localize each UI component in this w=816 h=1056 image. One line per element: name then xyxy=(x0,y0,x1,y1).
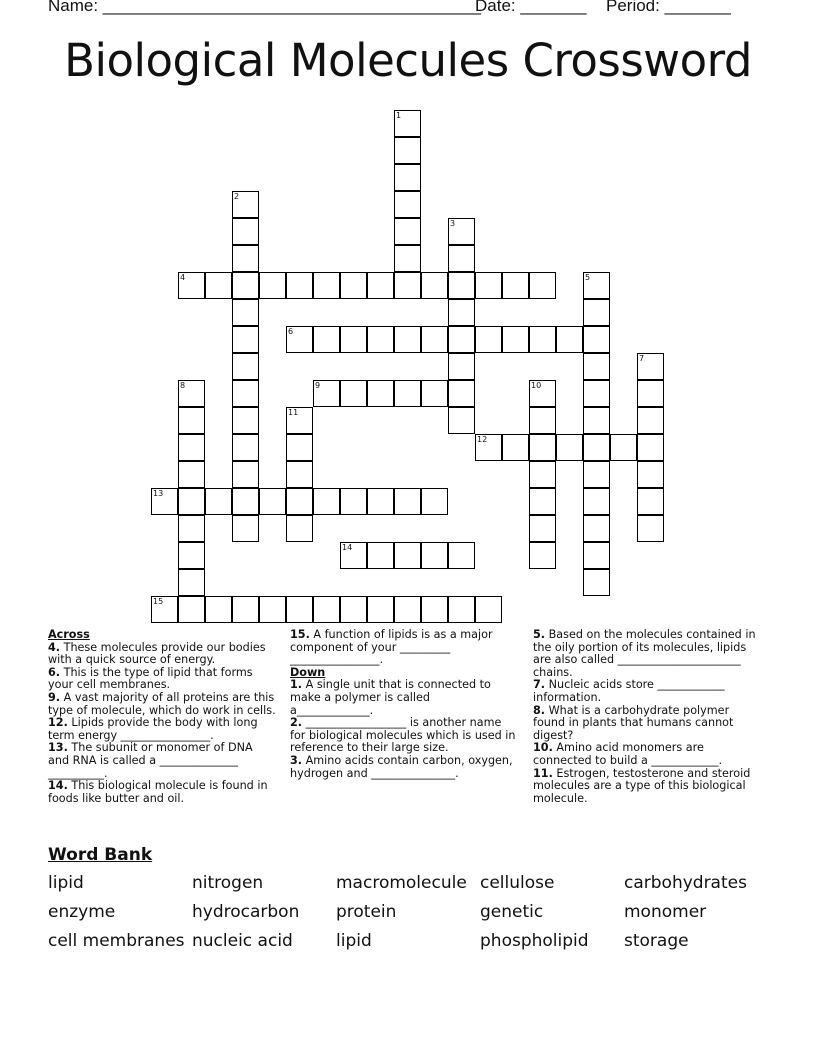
word-bank-item: enzyme xyxy=(48,902,116,922)
grid-cell[interactable] xyxy=(610,434,637,461)
grid-cell[interactable] xyxy=(448,299,475,326)
word-bank-item: macromolecule xyxy=(336,873,467,893)
word-bank-item: hydrocarbon xyxy=(192,902,300,922)
word-bank-item: nitrogen xyxy=(192,873,264,893)
grid-cell[interactable] xyxy=(637,380,664,407)
grid-cell[interactable] xyxy=(448,380,475,407)
word-bank-item: phospholipid xyxy=(480,931,589,951)
grid-cell[interactable] xyxy=(583,353,610,380)
grid-cell[interactable] xyxy=(286,434,313,461)
grid-cell[interactable] xyxy=(583,461,610,488)
grid-cell[interactable] xyxy=(394,380,421,407)
clue-across-9: 9. A vast majority of all proteins are this type of molecule, which do work in cells. xyxy=(48,690,276,717)
grid-cell[interactable] xyxy=(259,272,286,299)
grid-cell[interactable] xyxy=(232,245,259,272)
grid-cell[interactable] xyxy=(421,542,448,569)
word-bank-item: cell membranes xyxy=(48,931,185,951)
clue-number: 2 xyxy=(234,192,240,201)
grid-cell[interactable] xyxy=(637,434,664,461)
grid-cell[interactable] xyxy=(421,380,448,407)
grid-cell[interactable] xyxy=(448,326,475,353)
grid-cell[interactable] xyxy=(367,596,394,623)
clue-down-2: 2. __________________ is another name for biological molecules which is used in reference to their large size. xyxy=(290,716,516,755)
grid-cell[interactable] xyxy=(502,434,529,461)
grid-cell[interactable] xyxy=(502,272,529,299)
clue-down-1: 1. A single unit that is connected to make a polymer is called a_____________. xyxy=(290,678,491,717)
grid-cell[interactable] xyxy=(178,569,205,596)
grid-cell[interactable] xyxy=(178,461,205,488)
grid-cell[interactable] xyxy=(421,488,448,515)
grid-cell[interactable] xyxy=(232,461,259,488)
grid-cell[interactable] xyxy=(232,380,259,407)
clue-across-12: 12. Lipids provide the body with long term energy ________________. xyxy=(48,716,258,742)
word-bank-item: lipid xyxy=(48,873,84,893)
page-title: Biological Molecules Crossword xyxy=(64,34,752,87)
grid-cell[interactable] xyxy=(583,488,610,515)
grid-cell[interactable] xyxy=(286,272,313,299)
grid-cell[interactable] xyxy=(394,596,421,623)
grid-cell[interactable] xyxy=(178,407,205,434)
word-bank-item: genetic xyxy=(480,902,544,922)
grid-cell[interactable] xyxy=(448,596,475,623)
clue-down-5: 5. Based on the molecules contained in the oily portion of its molecules, lipids are also called ______________________ chains. xyxy=(533,628,756,679)
grid-cell[interactable] xyxy=(529,461,556,488)
grid-cell[interactable] xyxy=(232,407,259,434)
clue-down-10: 10. Amino acid monomers are connected to build a ____________. xyxy=(533,741,723,767)
grid-cell[interactable] xyxy=(340,596,367,623)
grid-cell[interactable] xyxy=(232,218,259,245)
clue-number: 4 xyxy=(180,273,186,282)
grid-cell[interactable] xyxy=(583,299,610,326)
grid-cell[interactable] xyxy=(529,488,556,515)
clue-down-8: 8. What is a carbohydrate polymer found in plants that humans cannot digest? xyxy=(533,703,734,742)
grid-cell[interactable] xyxy=(529,407,556,434)
grid-cell[interactable] xyxy=(529,434,556,461)
clue-number: 1 xyxy=(396,111,402,120)
grid-cell[interactable] xyxy=(232,272,259,299)
grid-cell[interactable] xyxy=(178,488,205,515)
clue-number: 15 xyxy=(153,597,164,606)
grid-cell[interactable] xyxy=(529,272,556,299)
grid-cell[interactable] xyxy=(583,542,610,569)
grid-cell[interactable] xyxy=(232,353,259,380)
grid-cell[interactable] xyxy=(421,272,448,299)
grid-cell[interactable] xyxy=(556,434,583,461)
grid-cell[interactable] xyxy=(583,569,610,596)
clue-number: 14 xyxy=(342,543,353,552)
clue-down-11: 11. Estrogen, testosterone and steroid molecules are a type of this biological molecule. xyxy=(533,766,751,805)
grid-cell[interactable] xyxy=(448,272,475,299)
clue-number: 9 xyxy=(315,381,321,390)
grid-cell[interactable] xyxy=(367,380,394,407)
word-bank-item: storage xyxy=(624,931,689,951)
grid-cell[interactable] xyxy=(421,596,448,623)
grid-cell[interactable] xyxy=(313,488,340,515)
grid-cell[interactable] xyxy=(637,488,664,515)
grid-cell[interactable] xyxy=(448,245,475,272)
grid-cell[interactable] xyxy=(232,326,259,353)
clues-column-2 xyxy=(290,629,516,780)
name-field[interactable]: Name: ________________________________________ xyxy=(48,0,481,15)
word-bank-item: monomer xyxy=(624,902,707,922)
clue-across-4: 4. These molecules provide our bodies with a quick source of energy. xyxy=(48,640,266,667)
grid-cell[interactable] xyxy=(637,515,664,542)
grid-cell[interactable] xyxy=(394,218,421,245)
grid-cell[interactable] xyxy=(313,272,340,299)
grid-cell[interactable] xyxy=(232,299,259,326)
grid-cell[interactable] xyxy=(340,326,367,353)
grid-cell[interactable] xyxy=(394,272,421,299)
grid-cell[interactable] xyxy=(583,326,610,353)
clues-column-1 xyxy=(48,629,276,805)
grid-cell[interactable] xyxy=(448,542,475,569)
grid-cell[interactable] xyxy=(583,515,610,542)
grid-cell[interactable] xyxy=(259,488,286,515)
clue-number: 5 xyxy=(585,273,591,282)
grid-cell[interactable] xyxy=(205,272,232,299)
period-field[interactable]: Period: _______ xyxy=(606,0,731,15)
grid-cell[interactable] xyxy=(340,488,367,515)
grid-cell[interactable] xyxy=(232,596,259,623)
grid-cell[interactable] xyxy=(178,434,205,461)
grid-cell[interactable] xyxy=(178,542,205,569)
clue-across-15: 15. A function of lipids is as a major component of your _________ ________________. xyxy=(290,628,493,667)
grid-cell[interactable] xyxy=(529,326,556,353)
grid-cell[interactable] xyxy=(178,596,205,623)
grid-cell[interactable] xyxy=(205,596,232,623)
grid-cell[interactable] xyxy=(475,596,502,623)
down-heading: Down xyxy=(290,665,326,679)
grid-cell[interactable] xyxy=(583,380,610,407)
grid-cell[interactable] xyxy=(286,461,313,488)
clue-number: 3 xyxy=(450,219,456,228)
clue-number: 8 xyxy=(180,381,186,390)
clue-number: 6 xyxy=(288,327,294,336)
grid-cell[interactable] xyxy=(529,542,556,569)
grid-cell[interactable] xyxy=(340,272,367,299)
grid-cell[interactable] xyxy=(232,488,259,515)
grid-cell[interactable] xyxy=(394,137,421,164)
grid-cell[interactable] xyxy=(286,596,313,623)
clue-across-13: 13. The subunit or monomer of DNA and RNA is called a ______________ __________. xyxy=(48,741,253,780)
word-bank-item: protein xyxy=(336,902,397,922)
grid-cell[interactable] xyxy=(421,326,448,353)
clue-number: 7 xyxy=(639,354,645,363)
date-field[interactable]: Date: _______ xyxy=(475,0,587,15)
clue-down-7: 7. Nucleic acids store ____________ information. xyxy=(533,678,725,704)
grid-cell[interactable] xyxy=(313,596,340,623)
grid-cell[interactable] xyxy=(340,380,367,407)
grid-cell[interactable] xyxy=(259,596,286,623)
grid-cell[interactable] xyxy=(637,407,664,434)
grid-cell[interactable] xyxy=(394,542,421,569)
word-bank-item: carbohydrates xyxy=(624,873,747,893)
grid-cell[interactable] xyxy=(556,326,583,353)
grid-cell[interactable] xyxy=(367,488,394,515)
word-bank-item: lipid xyxy=(336,931,372,951)
grid-cell[interactable] xyxy=(232,515,259,542)
word-bank-item: nucleic acid xyxy=(192,931,293,951)
clues-column-3 xyxy=(533,629,759,805)
grid-cell[interactable] xyxy=(232,434,259,461)
word-bank-title: Word Bank xyxy=(48,845,153,865)
grid-cell[interactable] xyxy=(475,326,502,353)
clue-number: 10 xyxy=(531,381,542,390)
grid-cell[interactable] xyxy=(394,326,421,353)
grid-cell[interactable] xyxy=(394,191,421,218)
grid-cell[interactable] xyxy=(448,407,475,434)
word-bank-item: cellulose xyxy=(480,873,555,893)
grid-cell[interactable] xyxy=(583,434,610,461)
grid-cell[interactable] xyxy=(367,542,394,569)
grid-cell[interactable] xyxy=(502,326,529,353)
grid-cell[interactable] xyxy=(394,164,421,191)
grid-cell[interactable] xyxy=(286,488,313,515)
clue-number: 12 xyxy=(477,435,488,444)
clue-number: 13 xyxy=(153,489,164,498)
grid-cell[interactable] xyxy=(448,353,475,380)
grid-cell[interactable] xyxy=(394,245,421,272)
grid-cell[interactable] xyxy=(367,326,394,353)
across-heading: Across xyxy=(48,628,90,641)
grid-cell[interactable] xyxy=(637,461,664,488)
grid-cell[interactable] xyxy=(205,488,232,515)
clue-across-14: 14. This biological molecule is found in foods like butter and oil. xyxy=(48,779,268,805)
clue-number: 11 xyxy=(288,408,299,417)
grid-cell[interactable] xyxy=(529,515,556,542)
grid-cell[interactable] xyxy=(313,326,340,353)
grid-cell[interactable] xyxy=(178,515,205,542)
clue-down-3: 3. Amino acids contain carbon, oxygen, hydrogen and _______________. xyxy=(290,753,513,780)
grid-cell[interactable] xyxy=(367,272,394,299)
grid-cell[interactable] xyxy=(394,488,421,515)
grid-cell[interactable] xyxy=(583,407,610,434)
clue-across-6: 6. This is the type of lipid that forms your cell membranes. xyxy=(48,665,253,692)
grid-cell[interactable] xyxy=(286,515,313,542)
grid-cell[interactable] xyxy=(475,272,502,299)
